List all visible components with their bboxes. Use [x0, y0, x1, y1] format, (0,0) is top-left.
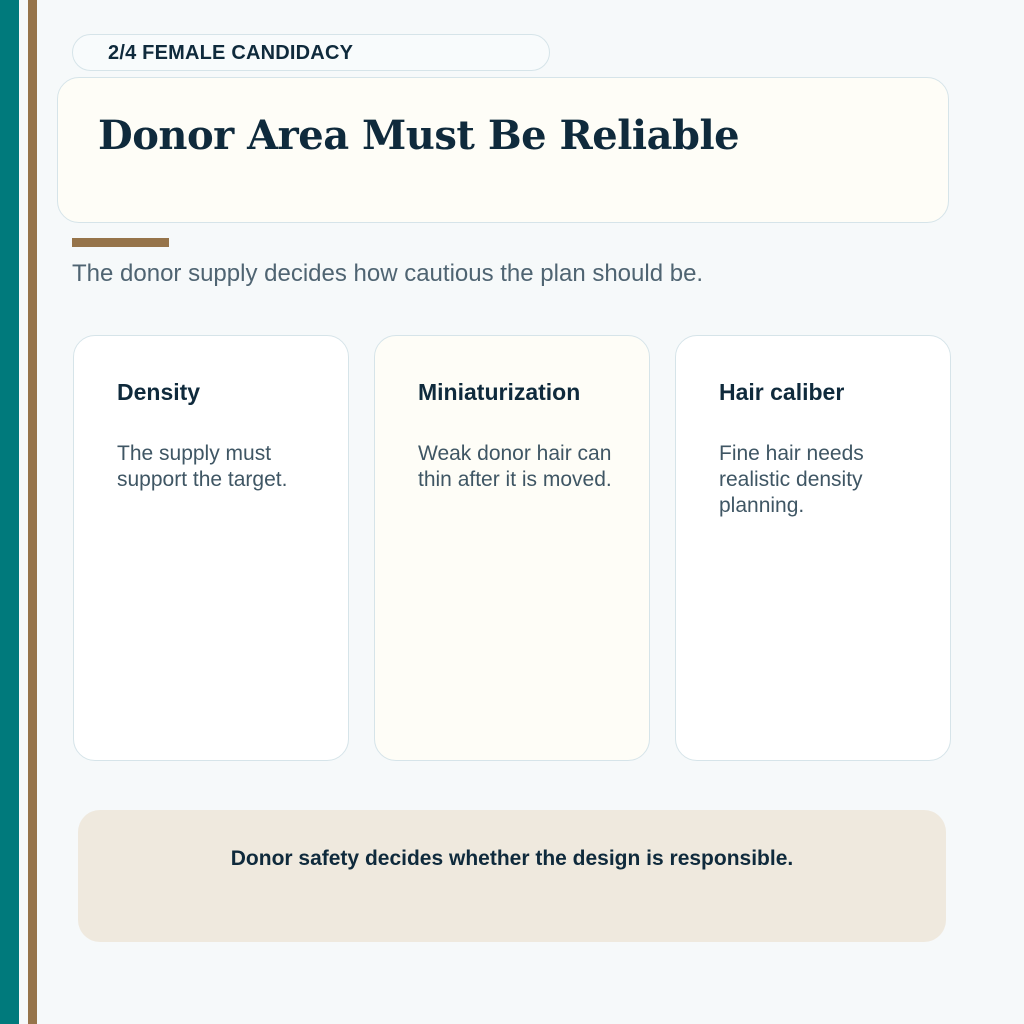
card-body: Fine hair needs realistic density planning.: [719, 442, 864, 517]
card-body: Weak donor hair can thin after it is moved.: [418, 442, 612, 491]
footer-callout: [78, 810, 946, 942]
accent-bar: [72, 238, 169, 247]
card-body: The supply must support the target.: [117, 442, 288, 491]
card-title: Hair caliber: [719, 379, 845, 405]
footer-text: Donor safety decides whether the design is responsible.: [230, 847, 794, 870]
left-stripe-gap: [19, 0, 28, 1024]
card-title: Miniaturization: [418, 379, 581, 405]
page-title: Donor Area Must Be Reliable: [98, 112, 740, 159]
card-title: Density: [117, 379, 201, 405]
card-hair-caliber: [675, 335, 951, 761]
section-pill: 2/4 FEMALE CANDIDACY: [72, 34, 550, 71]
left-brown-stripe: [28, 0, 37, 1024]
card-miniaturization: [374, 335, 650, 761]
page-subtitle: The donor supply decides how cautious the plan should be.: [72, 260, 704, 287]
left-teal-stripe: [0, 0, 19, 1024]
card-density: [73, 335, 349, 761]
title-card: [57, 77, 949, 223]
